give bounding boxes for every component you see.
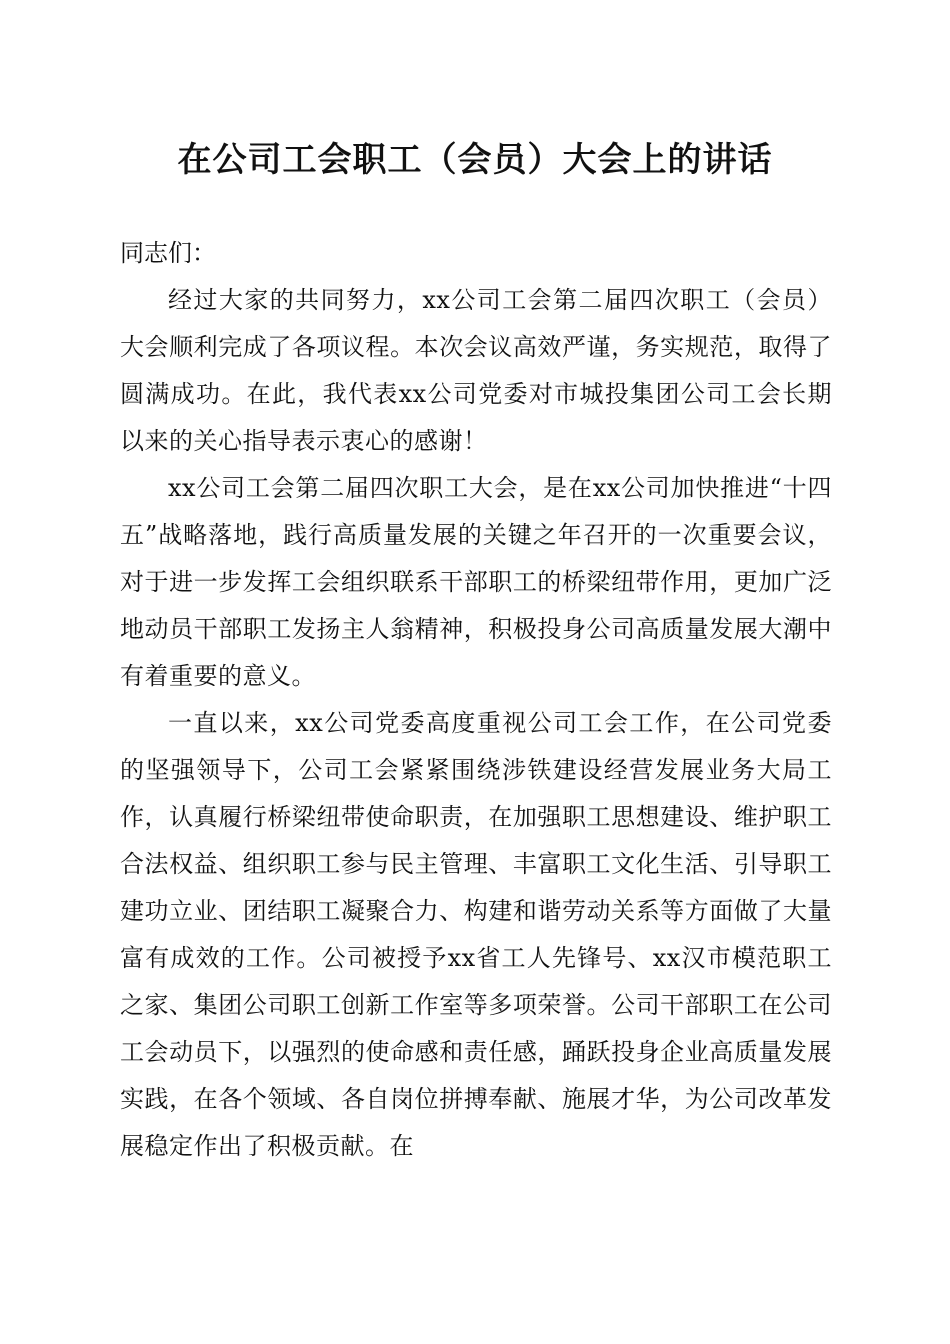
paragraph-2: xx公司工会第二届四次职工大会，是在xx公司加快推进“十四五”战略落地，践行高质量发展的关键之年召开的一次重要会议，对于进一步发挥工会组织联系干部职工的桥梁纽带作用，更加广泛地动员干部职工发扬主人翁精神，积极投身公司高质量发展大潮中有着重要的意义。 [120, 474, 832, 690]
salutation: 同志们： [120, 239, 216, 267]
paragraph-1: 经过大家的共同努力，xx公司工会第二届四次职工（会员）大会顺利完成了各项议程。本次会议高效严谨，务实规范，取得了圆满成功。在此，我代表xx公司党委对市城投集团公司工会长期以来的关心指导表示衷心的感谢！ [120, 286, 832, 455]
document-body [120, 230, 832, 1170]
document-title: 在公司工会职工（会员）大会上的讲话 [177, 140, 773, 180]
paragraph-3: 一直以来，xx公司党委高度重视公司工会工作，在公司党委的坚强领导下，公司工会紧紧围绕涉铁建设经营发展业务大局工作，认真履行桥梁纽带使命职责，在加强职工思想建设、维护职工合法权益、组织职工参与民主管理、丰富职工文化生活、引导职工建功立业、团结职工凝聚合力、构建和谐劳动关系等方面做了大量富有成效的工作。公司被授予xx省工人先锋号、xx汉市模范职工之家、集团公司职工创新工作室等多项荣誉。公司干部职工在公司工会动员下，以强烈的使命感和责任感，踊跃投身企业高质量发展实践，在各个领域、各自岗位拼搏奉献、施展才华，为公司改革发展稳定作出了积极贡献。在 [120, 709, 832, 1160]
